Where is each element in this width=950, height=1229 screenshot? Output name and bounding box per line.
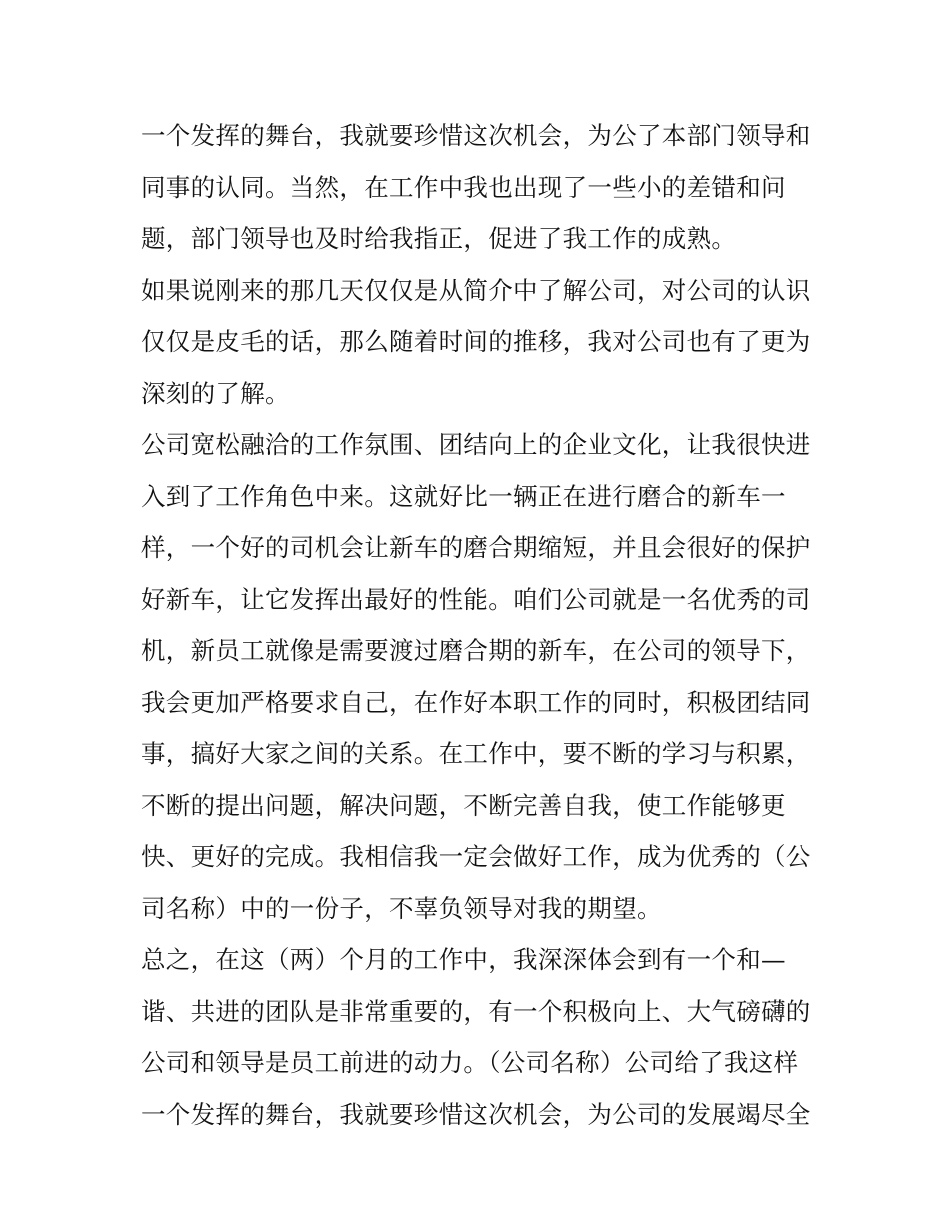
text-line: 一个发挥的舞台，我就要珍惜这次机会，为公司的发展竭尽全: [141, 1099, 811, 1129]
text-line: 谐、共进的团队是非常重要的，有一个积极向上、大气磅礴的: [141, 996, 811, 1026]
text-line: 入到了工作角色中来。这就好比一辆正在进行磨合的新车一: [141, 481, 786, 511]
text-line: 不断的提出问题，解决问题，不断完善自我，使工作能够更: [141, 790, 786, 820]
text-line: 好新车，让它发挥出最好的性能。咱们公司就是一名优秀的司: [141, 584, 811, 614]
text-line: 公司和领导是员工前进的动力。（公司名称）公司给了我这样: [141, 1048, 799, 1077]
text-line: 司名称）中的一份子，不辜负领导对我的期望。: [141, 893, 662, 923]
text-line: 我会更加严格要求自己，在作好本职工作的同时，积极团结同: [141, 687, 811, 717]
text-line: 事，搞好大家之间的关系。在工作中，要不断的学习与积累，: [141, 739, 811, 768]
text-line: 同事的认同。当然，在工作中我也出现了一些小的差错和问: [141, 172, 786, 202]
text-line: 仅仅是皮毛的话，那么随着时间的推移，我对公司也有了更为: [141, 327, 811, 356]
body-text: [141, 110, 821, 1140]
text-line: 总之，在这（两）个月的工作中，我深深体会到有一个和—: [141, 945, 786, 974]
text-line: 快、更好的完成。我相信我一定会做好工作，成为优秀的（公: [141, 842, 811, 871]
text-line: 如果说刚来的那几天仅仅是从简介中了解公司，对公司的认识: [141, 275, 811, 305]
text-line: 题，部门领导也及时给我指正，促进了我工作的成熟。: [141, 224, 737, 253]
text-line: 样，一个好的司机会让新车的磨合期缩短，并且会很好的保护: [141, 533, 811, 562]
text-line: 机，新员工就像是需要渡过磨合期的新车，在公司的领导下，: [141, 636, 811, 665]
text-line: 公司宽松融洽的工作氛围、团结向上的企业文化，让我很快进: [141, 430, 811, 459]
text-line: 深刻的了解。: [141, 378, 290, 408]
text-line: 一个发挥的舞台，我就要珍惜这次机会，为公了本部门领导和: [141, 121, 811, 150]
